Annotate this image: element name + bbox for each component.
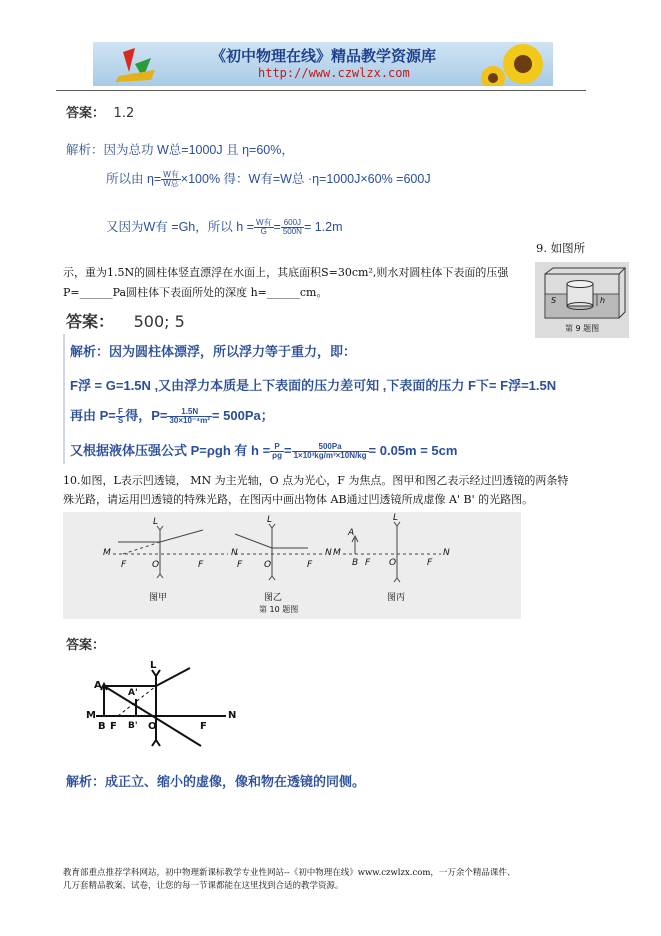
q9-analysis-bar xyxy=(63,334,65,464)
site-logo xyxy=(115,48,155,82)
ans-label-a: A xyxy=(94,680,102,691)
q8-answer-label: 答案： xyxy=(66,106,106,121)
bing-label-n: N xyxy=(443,548,450,558)
bing-label-a: A xyxy=(348,528,355,538)
q10-analysis: 解析：成正立、缩小的虚像，像和物在透镜的同侧。 xyxy=(66,774,366,789)
q9-question-line1: 示，重为1.5N的圆柱体竖直漂浮在水面上，其底面积S=30cm²,则水对圆柱体下表面的压强 xyxy=(63,266,509,279)
yi-label-f: F xyxy=(237,560,243,570)
q10-question-line2: 殊光路，请运用凹透镜的特殊光路，在图丙中画出物体 AB通过凹透镜所成虚像 A' B' 的光路图。 xyxy=(63,493,534,506)
fig-bing-label: 图丙 xyxy=(387,593,406,603)
ans-label-f2: F xyxy=(200,721,207,732)
figure-bing-drawing xyxy=(343,522,441,582)
q8-answer xyxy=(66,102,134,121)
jia-label-f2: F xyxy=(198,560,204,570)
fig-yi-label: 图乙 xyxy=(264,593,283,603)
figure-jia-drawing xyxy=(113,526,228,578)
ans-label-f: F xyxy=(110,721,117,732)
banner-url: http://www.czwlzx.com xyxy=(258,66,410,80)
q9-figure-caption: 第 9 题图 xyxy=(565,324,600,333)
jia-label-n: N xyxy=(231,548,238,558)
q10-answer-label: 答案： xyxy=(66,638,106,653)
banner-title: 《初中物理在线》精品教学资源库 xyxy=(211,47,437,65)
jia-label-f: F xyxy=(121,560,127,570)
q9-answer-value: 500; 5 xyxy=(133,312,185,331)
q8-analysis-line2: 所以由 η= $\frac{\text{W有}}{\text{W总}}$ ×100% 得：W有=W总 ·η=1000J×60% =600J xyxy=(106,170,431,189)
q9-analysis-line4: 又根据液体压强公式 P=ρgh 有 h = $\frac{P}{\rho g}$ = $\frac{500Pa}{\text{1×10³kg/m³×10N/kg}}$ = 0.05m = 5cm xyxy=(70,442,458,461)
q9-analysis-line2: F浮 = G=1.5N ,又由浮力本质是上下表面的压力差可知 ,下表面的压力 F下= F浮=1.5N xyxy=(70,378,557,393)
footer-line1: 教育部重点推荐学科网站，初中物理新课标教学专业性网站--《初中物理在线》www.czwlzx.com，一万余个精品课件、 xyxy=(63,868,516,878)
q9-answer-label: 答案： xyxy=(66,312,115,331)
q10-answer-diagram xyxy=(86,660,266,760)
yi-label-l: L xyxy=(267,515,273,525)
sunflower-image xyxy=(481,44,543,86)
yi-label-f2: F xyxy=(307,560,313,570)
ans-label-a-prime: A' xyxy=(128,688,138,698)
ans-label-o: O xyxy=(148,721,157,732)
q9-figure xyxy=(535,262,629,338)
ans-label-b: B xyxy=(98,721,106,732)
q9-answer xyxy=(66,309,185,332)
q9-number: 9. 如图所 xyxy=(536,241,586,255)
q9-figure-label-h: h xyxy=(600,296,606,305)
bing-label-l: L xyxy=(393,513,399,523)
bing-label-f2: F xyxy=(427,558,433,568)
q10-figure-drawing xyxy=(63,512,521,619)
yi-label-o: O xyxy=(264,560,272,570)
q10-question-line1: 10.如图，L表示凹透镜， MN 为主光轴，O 点为光心，F 为焦点。图甲和图乙表示经过凹透镜的两条特 xyxy=(63,474,569,487)
bing-label-m: M xyxy=(333,548,341,558)
q9-analysis-line1: 解析：因为圆柱体漂浮，所以浮力等于重力，即： xyxy=(70,344,357,359)
q9-question-line2: P=______Pa圆柱体下表面所处的深度 h=______cm。 xyxy=(63,286,328,299)
fig-jia-label: 图甲 xyxy=(149,593,168,603)
ans-label-b-prime: B' xyxy=(128,721,138,731)
q9-figure-label-s: S xyxy=(551,296,557,305)
q9-analysis-line3: 再由 P= $\frac{F}{S}$ 得，P= $\frac{1.5N}{\text{30×10⁻⁴m²}}$ = 500Pa； xyxy=(70,407,274,426)
jia-label-l: L xyxy=(153,517,159,527)
bing-label-o: O xyxy=(389,558,397,568)
yi-label-n: N xyxy=(325,548,332,558)
bing-label-f: F xyxy=(365,558,371,568)
q8-analysis-line3: 又因为W有 =Gh，所以 h = $\frac{\text{W有}}{G}$ = $\frac{600J}{500N}$ = 1.2m xyxy=(106,218,343,237)
fig10-caption: 第 10 题图 xyxy=(259,605,299,614)
jia-label-m: M xyxy=(103,548,111,558)
q8-analysis-line1: 解析：因为总功 W总=1000J 且 η=60%， xyxy=(66,143,294,157)
footer-line2: 几万套精品教案、试卷，让您的每一节课都能在这里找到合适的教学资源。 xyxy=(63,881,344,891)
ans-label-l: L xyxy=(150,660,157,671)
q8-answer-value: 1.2 xyxy=(113,106,135,121)
cylinder-drawing xyxy=(567,281,597,310)
header-rule xyxy=(56,90,586,91)
q10-figure xyxy=(63,512,521,619)
jia-label-o: O xyxy=(152,560,160,570)
ans-label-n: N xyxy=(228,710,237,721)
figure-yi-drawing xyxy=(235,524,323,580)
ans-label-m: M xyxy=(86,710,96,721)
header-banner xyxy=(93,42,553,86)
bing-label-b: B xyxy=(352,558,359,568)
